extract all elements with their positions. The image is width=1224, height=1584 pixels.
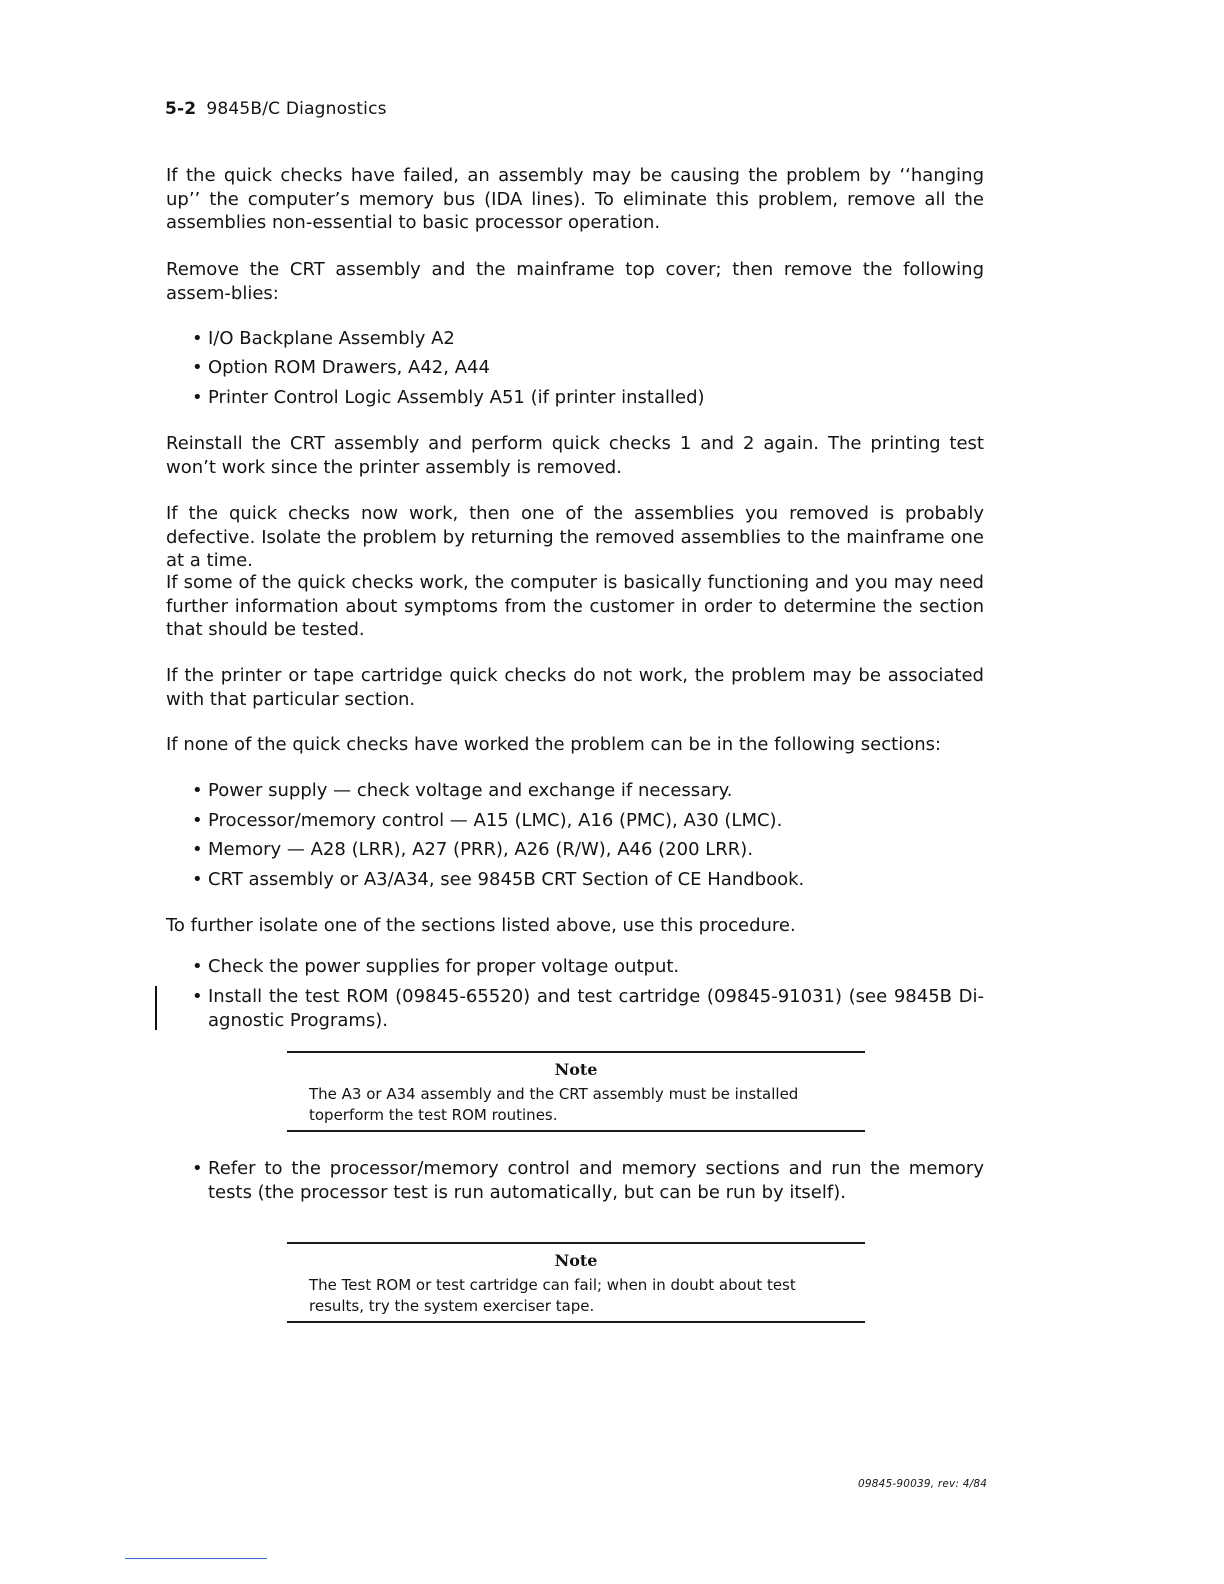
- list-item-text: Printer Control Logic Assembly A51 (if printer installed): [208, 387, 705, 408]
- list-item-text: CRT assembly or A3/A34, see 9845B CRT Section of CE Handbook.: [208, 869, 805, 890]
- list-item: [192, 1157, 984, 1205]
- note-box: [287, 1242, 865, 1323]
- list-item: [192, 356, 984, 380]
- paragraph-reinstall-crt: Reinstall the CRT assembly and perform quick checks 1 and 2 again. The printing test won’t work since the printer assembly is removed.: [166, 433, 984, 478]
- list-item-text: Memory — A28 (LRR), A27 (PRR), A26 (R/W), A46 (200 LRR).: [208, 839, 754, 860]
- paragraph-remove-crt: Remove the CRT assembly and the mainframe top cover; then remove the following assem-blies:: [166, 259, 984, 304]
- bullet-icon: •: [192, 387, 203, 408]
- bullet-icon: •: [192, 1158, 203, 1179]
- paragraph-further-isolate: To further isolate one of the sections listed above, use this procedure.: [166, 915, 796, 936]
- list-item-text: Power supply — check voltage and exchange if necessary.: [208, 780, 733, 801]
- bullet-icon: •: [192, 986, 203, 1007]
- header-title: 9845B/C Diagnostics: [206, 99, 387, 119]
- bullet-icon: •: [192, 956, 203, 977]
- bullet-icon: •: [192, 839, 203, 860]
- note-title: Note: [554, 1060, 598, 1079]
- paragraph-quick-checks-failed: If the quick checks have failed, an assembly may be causing the problem by ‘‘hanging up’’ the computer’s memory bus (IDA lines). To eliminate this problem, remove all the assemblies non-essential to basic processor operation.: [166, 165, 984, 233]
- list-item: [192, 809, 984, 833]
- paragraph-some-checks-work: If some of the quick checks work, the computer is basically functioning and you may need further information about symptoms from the customer in order to determine the section that should be tested.: [166, 572, 984, 640]
- list-item-text: Option ROM Drawers, A42, A44: [208, 357, 490, 378]
- list-item: [192, 779, 984, 803]
- list-item: [192, 955, 984, 979]
- paragraph-quick-checks-work: If the quick checks now work, then one of the assemblies you removed is probably defective. Isolate the problem by returning the removed assemblies to the mainframe one at a time.: [166, 503, 984, 571]
- note-body: The Test ROM or test cartridge can fail; when in doubt about test results, try the system exerciser tape.: [309, 1276, 796, 1315]
- list-item: [192, 985, 984, 1033]
- bullet-icon: •: [192, 780, 203, 801]
- page-number: 5-2: [165, 99, 197, 119]
- list-item: [192, 868, 984, 892]
- page-header: [165, 99, 387, 119]
- list-item-text: Check the power supplies for proper voltage output.: [208, 956, 680, 977]
- note-body: The A3 or A34 assembly and the CRT assembly must be installed toperform the test ROM routines.: [309, 1085, 799, 1124]
- divider: [125, 1558, 267, 1559]
- document-code: 09845-90039, rev: 4/84: [858, 1478, 988, 1490]
- paragraph-none-worked: If none of the quick checks have worked the problem can be in the following sections:: [166, 734, 942, 755]
- bullet-icon: •: [192, 357, 203, 378]
- bullet-icon: •: [192, 810, 203, 831]
- note-box: [287, 1051, 865, 1132]
- list-item-text: Processor/memory control — A15 (LMC), A16 (PMC), A30 (LMC).: [208, 810, 783, 831]
- paragraph-printer-tape: If the printer or tape cartridge quick checks do not work, the problem may be associated with that particular section.: [166, 665, 984, 710]
- revision-change-bar: [155, 986, 157, 1030]
- note-title: Note: [554, 1251, 598, 1270]
- list-item-text: Install the test ROM (09845-65520) and test cartridge (09845-91031) (see 9845B Di-agnostic Programs).: [208, 986, 984, 1031]
- list-item: [192, 327, 984, 351]
- list-item: [192, 838, 984, 862]
- list-item-text: I/O Backplane Assembly A2: [208, 328, 455, 349]
- bullet-icon: •: [192, 869, 203, 890]
- list-item-text: Refer to the processor/memory control and memory sections and run the memory tests (the processor test is run automatically, but can be run by itself).: [208, 1158, 984, 1203]
- list-item: [192, 386, 984, 410]
- bullet-icon: •: [192, 328, 203, 349]
